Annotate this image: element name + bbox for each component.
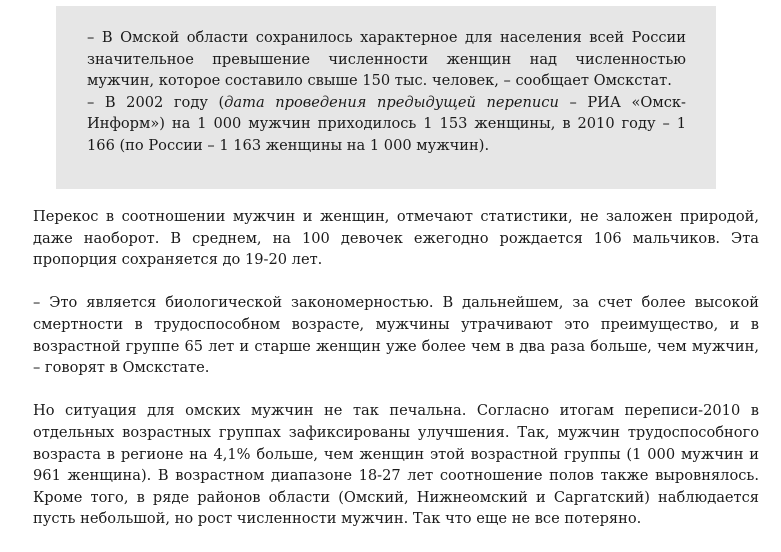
article-paragraph-3: Но ситуация для омских мужчин не так печальна. Согласно итогам переписи-2010 в отдельных возрастных группах зафиксированы улучшения. Так, мужчин трудоспособного возраста в регионе на 4,1% больше, чем женщин этой возрастной группы (1 000 мужчин и 961 женщина). В возрастном диапазоне 18-27 лет соотношение полов также выровнялось. Кроме того, в ряде районов области (Омский, Нижнеомский и Саргатский) наблюдается пусть небольшой, но рост численности мужчин. Так что еще не все потеряно. (33, 402, 759, 528)
quote-block (56, 6, 716, 189)
quote-paragraph-2-end: – РИА «Омск-Информ») на 1 000 мужчин приходилось 1 153 женщины, в 2010 году – 1 166 (по России – 1 163 женщины на 1 000 мужчин). (87, 93, 686, 154)
article-paragraph-1: Перекос в соотношении мужчин и женщин, отмечают статистики, не заложен природой, даже наоборот. В среднем, на 100 девочек ежегодно рождается 106 мальчиков. Эта пропорция сохраняется до 19-20 лет. (33, 208, 759, 269)
quote-italic-note: дата проведения предыдущей переписи (224, 93, 559, 111)
quote-paragraph-1: – В Омской области сохранилось характерное для населения всей России значительное превышение численности женщин над численностью мужчин, которое составило свыше 150 тыс. человек, – сообщает Омскстат. (87, 29, 686, 90)
quote-paragraph-2-start: – В 2002 году ( (87, 93, 225, 111)
quote-paragraph-2 (87, 92, 686, 157)
article-body (33, 206, 759, 552)
article-paragraph-2: – Это является биологической закономерностью. В дальнейшем, за счет более высокой смертности в трудоспособном возрасте, мужчины утрачивают это преимущество, и в возрастной группе 65 лет и старше женщин уже более чем в два раза больше, чем мужчин, – говорят в Омскстате. (33, 294, 759, 377)
